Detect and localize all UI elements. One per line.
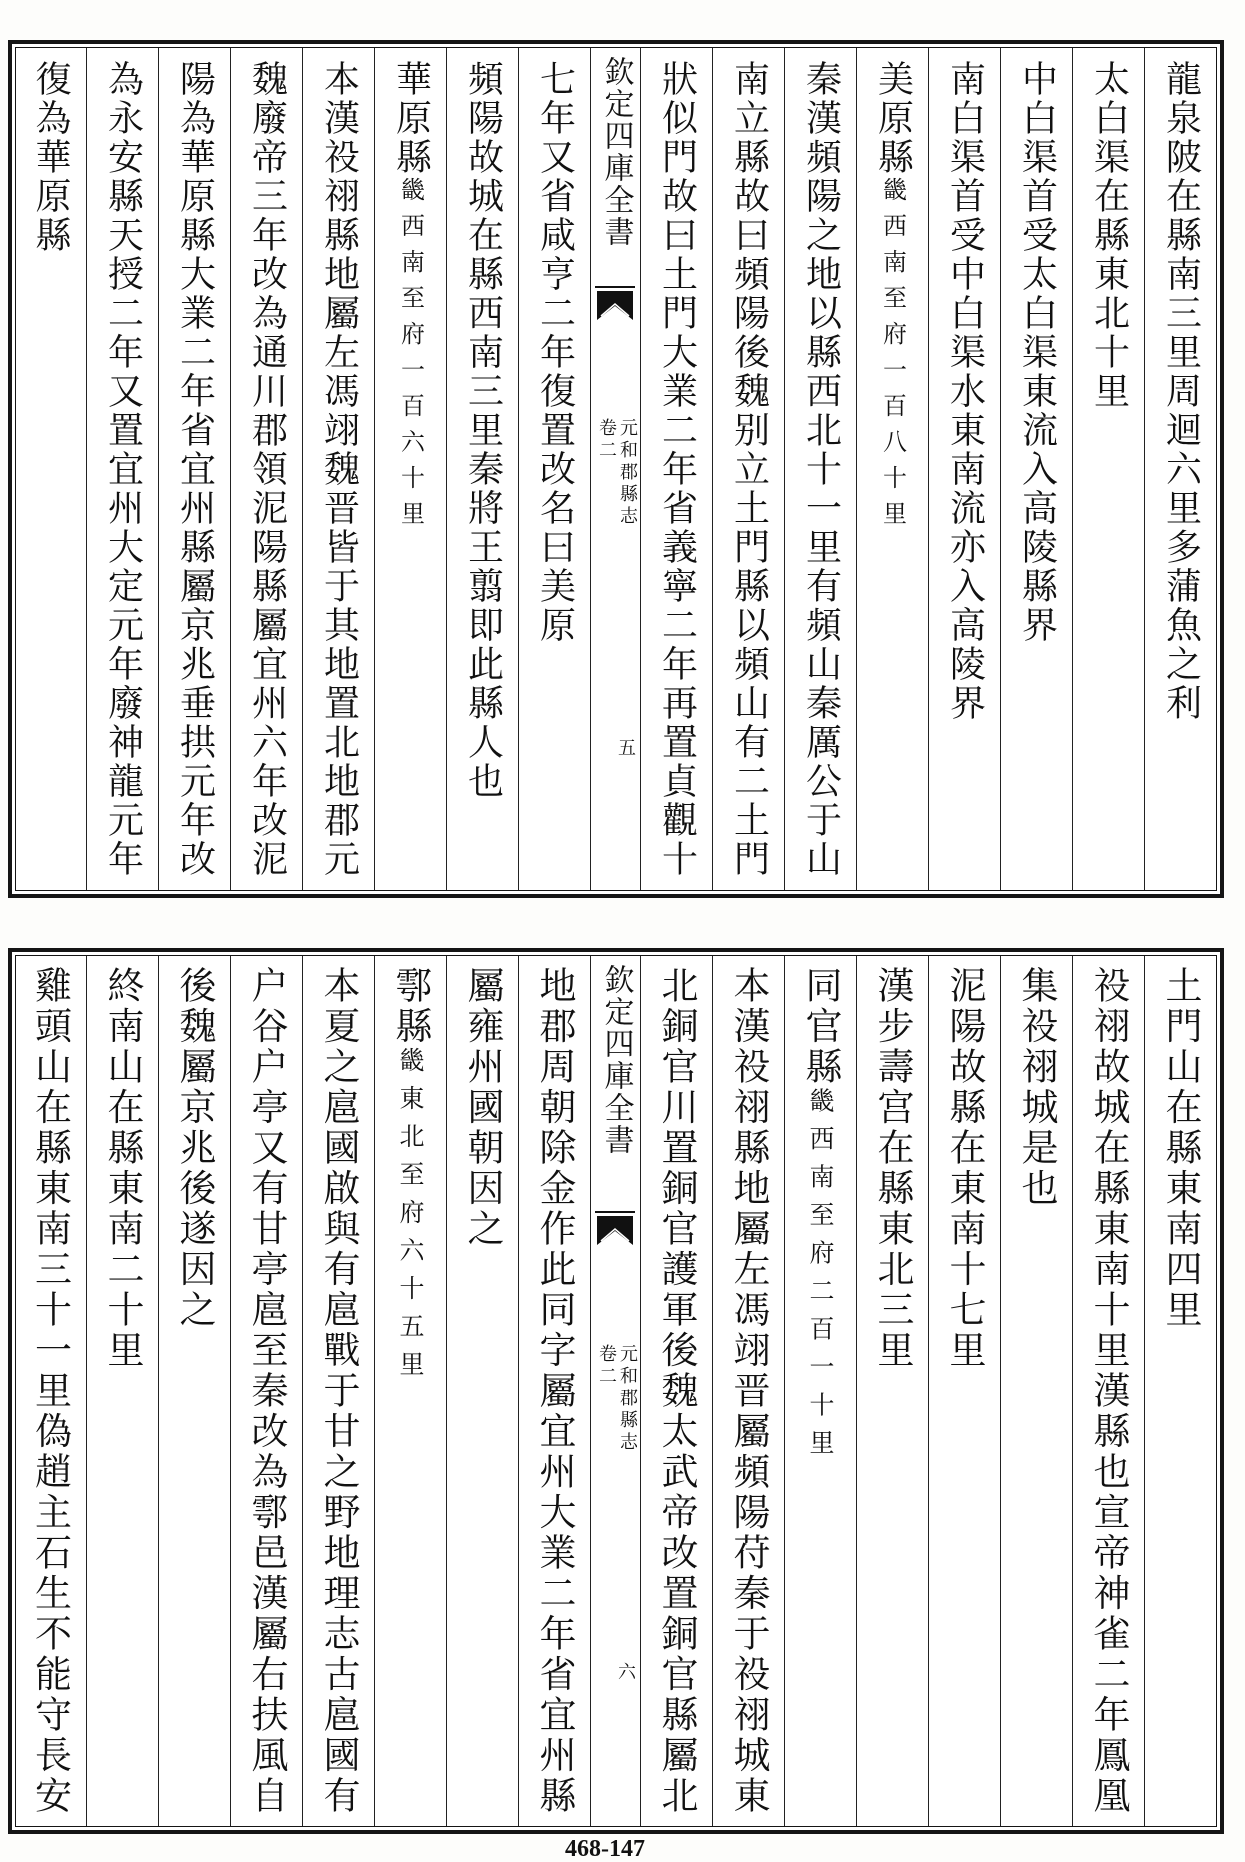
text-column <box>86 956 158 1826</box>
center-fold <box>590 48 640 890</box>
column-text: 終南山在縣東南二十里 <box>101 966 144 1371</box>
volume-label: 卷二 <box>596 418 617 462</box>
text-column <box>928 48 1000 890</box>
column-line <box>1159 966 1202 1331</box>
half-page-top <box>8 40 1224 898</box>
county-heading: 華原縣 <box>390 60 432 177</box>
county-heading: 美原縣 <box>872 60 914 177</box>
column-text: 集祋祤城是也 <box>1015 966 1058 1209</box>
column-line <box>30 60 71 255</box>
text-column <box>230 48 302 890</box>
column-line <box>390 60 432 537</box>
text-frame <box>15 47 1217 891</box>
column-text: 土門山在縣東南四里 <box>1159 966 1202 1331</box>
page-number: 六 <box>615 1662 636 1684</box>
text-column <box>1144 48 1216 890</box>
column-line <box>534 60 576 645</box>
text-frame <box>15 955 1217 1827</box>
series-title <box>591 964 640 1156</box>
text-column <box>640 956 712 1826</box>
column-line <box>656 60 698 879</box>
text-column <box>784 48 856 890</box>
column-text: 中白渠首受太白渠東流入高陵縣界 <box>1016 60 1058 645</box>
text-column <box>1000 48 1072 890</box>
column-text: 為永安縣天授二年又置宜州大定元年廢神龍元年 <box>102 60 144 879</box>
column-line <box>1160 60 1202 723</box>
column-line <box>317 966 360 1817</box>
page-number: 五 <box>615 738 636 760</box>
series-title-text: 欽定四庫全書 <box>598 964 634 1156</box>
scan-page-code: 468-147 <box>565 1836 645 1862</box>
text-column <box>1072 956 1144 1826</box>
annotation-note: 畿西南至府一百八十里 <box>878 177 907 537</box>
column-text: 後魏屬京兆後遂因之 <box>173 966 216 1331</box>
column-text: 南立縣故曰頻陽後魏别立土門縣以頻山有二土門 <box>728 60 770 879</box>
column-line <box>318 60 360 879</box>
annotation-note: 畿東北至府六十五里 <box>396 1047 425 1389</box>
county-heading: 鄠縣 <box>389 966 432 1047</box>
text-column <box>784 956 856 1826</box>
annotation-note: 畿西南至府一百六十里 <box>396 177 425 537</box>
column-line <box>1087 966 1130 1817</box>
text-column <box>374 48 446 890</box>
column-text: 北銅官川置銅官護軍後魏太武帝改置銅官縣屬北 <box>655 966 698 1817</box>
text-column <box>640 48 712 890</box>
column-text: 泥陽故縣在東南十七里 <box>943 966 986 1371</box>
text-column <box>302 956 374 1826</box>
text-column <box>712 48 784 890</box>
text-column <box>230 956 302 1826</box>
column-line <box>1015 966 1058 1209</box>
column-line <box>871 966 914 1371</box>
text-column <box>14 48 86 890</box>
text-column <box>1144 956 1216 1826</box>
column-text: 雞頭山在縣東南三十一里偽趙主石生不能守長安 <box>28 966 72 1817</box>
column-text: 陽為華原縣大業二年省宜州縣屬京兆垂拱元年改 <box>174 60 216 879</box>
column-line <box>102 60 144 879</box>
column-line <box>800 60 842 879</box>
text-column <box>158 48 230 890</box>
text-column <box>86 48 158 890</box>
center-fold <box>590 956 640 1826</box>
column-line <box>872 60 914 537</box>
column-line <box>461 966 504 1250</box>
column-line <box>246 60 288 879</box>
column-text: 本漢祋祤縣地屬左馮翊魏晋皆于其地置北地郡元 <box>318 60 360 879</box>
text-column <box>14 956 86 1826</box>
volume-label: 卷二 <box>596 1344 617 1388</box>
column-text: 頻陽故城在縣西南三里秦將王翦即此縣人也 <box>462 60 504 801</box>
column-line <box>1016 60 1058 645</box>
text-column <box>1072 48 1144 890</box>
column-line <box>1088 60 1130 411</box>
series-title <box>591 56 640 248</box>
column-text: 魏廢帝三年改為通川郡領泥陽縣屬宜州六年改泥 <box>246 60 288 879</box>
text-column <box>302 48 374 890</box>
text-column <box>446 48 518 890</box>
column-line <box>245 966 288 1817</box>
text-column <box>856 956 928 1826</box>
column-text: 狀似門故曰土門大業二年省義寧二年再置貞觀十 <box>656 60 698 879</box>
column-line <box>28 966 72 1817</box>
column-line <box>727 966 770 1817</box>
column-text: 南白渠首受中白渠水東南流亦入高陵界 <box>944 60 986 723</box>
column-line <box>173 966 216 1331</box>
column-line <box>533 966 576 1817</box>
county-heading: 同官縣 <box>799 966 842 1088</box>
text-column <box>158 956 230 1826</box>
column-line <box>174 60 216 879</box>
column-text: 漢步壽宫在縣東北三里 <box>871 966 914 1371</box>
text-column <box>518 48 590 890</box>
column-text: 户谷户亭又有甘亭扈至秦改為鄠邑漢屬右扶風自 <box>245 966 288 1817</box>
column-line <box>101 966 144 1371</box>
column-text: 地郡周朝除金作此同字屬宜州大業二年省宜州縣 <box>533 966 576 1817</box>
text-column <box>928 956 1000 1826</box>
column-line <box>944 60 986 723</box>
column-text: 屬雍州國朝因之 <box>461 966 504 1250</box>
column-line <box>462 60 504 801</box>
column-text: 太白渠在縣東北十里 <box>1088 60 1130 411</box>
fishtail-mark-icon <box>595 1211 635 1249</box>
column-text: 秦漢頻陽之地以縣西北十一里有頻山秦厲公于山 <box>800 60 842 879</box>
book-title: 元和郡縣志 <box>617 1344 638 1454</box>
book-title: 元和郡縣志 <box>617 418 638 528</box>
text-column <box>1000 956 1072 1826</box>
column-line <box>655 966 698 1817</box>
column-text: 復為華原縣 <box>30 60 71 255</box>
column-line <box>728 60 770 879</box>
text-column <box>446 956 518 1826</box>
half-page-bottom <box>8 948 1224 1834</box>
text-column <box>518 956 590 1826</box>
annotation-note: 畿西南至府二百一十里 <box>806 1087 835 1468</box>
column-text: 祋祤故城在縣東南十里漢縣也宣帝神雀二年鳳凰 <box>1087 966 1130 1817</box>
text-column <box>374 956 446 1826</box>
column-line <box>799 966 842 1468</box>
column-text: 七年又省咸亨二年復置改名曰美原 <box>534 60 576 645</box>
column-text: 龍泉陂在縣南三里周迴六里多蒲魚之利 <box>1160 60 1202 723</box>
column-text: 本夏之扈國啟與有扈戰于甘之野地理志古扈國有 <box>317 966 360 1817</box>
fishtail-mark-icon <box>595 286 635 324</box>
column-line <box>943 966 986 1371</box>
text-column <box>712 956 784 1826</box>
series-title-text: 欽定四庫全書 <box>598 56 634 248</box>
column-line <box>389 966 432 1389</box>
column-text: 本漢祋祤縣地屬左馮翊晋屬頻陽苻秦于祋祤城東 <box>727 966 770 1817</box>
text-column <box>856 48 928 890</box>
